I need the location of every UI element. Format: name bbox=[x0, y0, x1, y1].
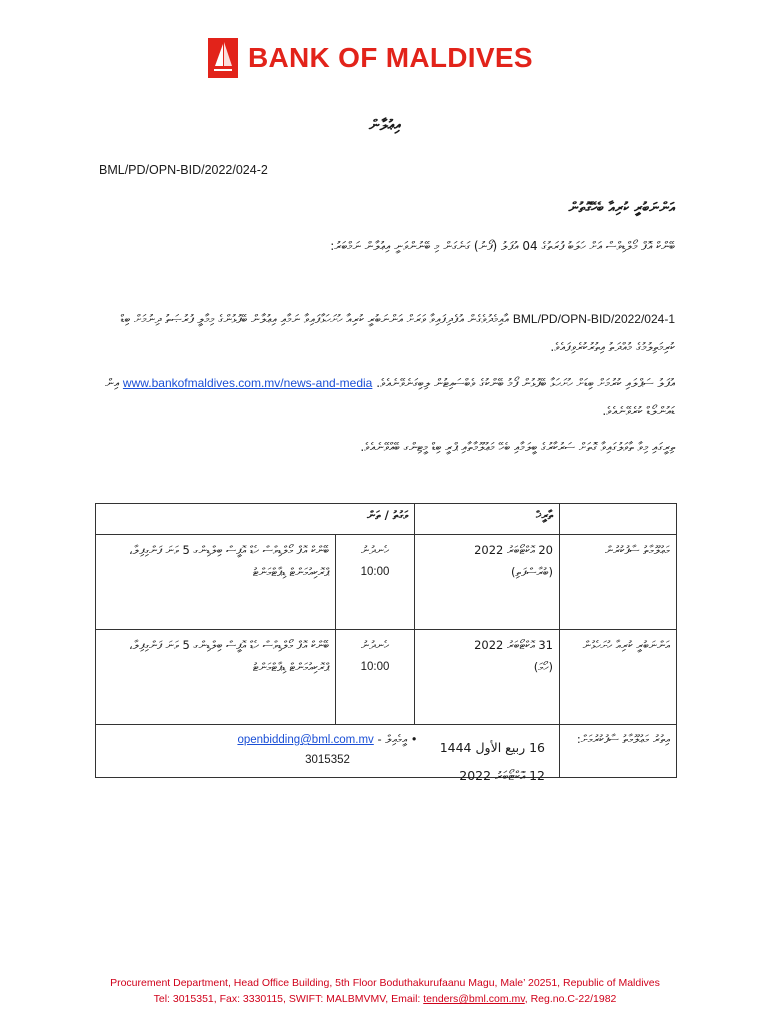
table-row bbox=[96, 535, 677, 630]
contact-row bbox=[96, 725, 677, 778]
time-value: 10:00 bbox=[360, 566, 390, 578]
row-place: ބޭންކް އޮފް މޯލްޑިވްސް ހެޑް އޮފީސް ބިލްޑިންގ 5 ވަނަ ފަންގިފިލާ، ޕްރޮކިއުމަންޓް ޑިޕާޓްމަންޓު bbox=[96, 630, 336, 725]
reference-number: BML/PD/OPN-BID/2022/024-2 bbox=[99, 163, 268, 177]
table-header: ވަގުތު / ތަން bbox=[96, 504, 415, 535]
paragraph-2-text: އާއިމެދުވެގެން އުފެދިފައިވާ ވަރަށް އަންނަބުރީ ކުރިއާ ހުށަހަޅާފައިވާ ނަމާއި އިޢުލާން ބޭފުޅުންގެ މިމާލީ ފުރުޞަތު ދިނުމަށް ބިޑް ކުރިމަތިލުމުގެ މުއްދަތު އިތުރުކުރެވިފައެވެ. bbox=[120, 312, 675, 354]
hijri-date: 16 ربيع الأول 1444 bbox=[439, 740, 545, 755]
footer-address: Procurement Department, Head Office Building, 5th Floor Boduthakurufaanu Magu, Male’ 20251, Republic of Maldives bbox=[110, 977, 660, 989]
row-label: މަޢުލޫމާތު ސާފުކުރުން bbox=[560, 535, 677, 630]
row-time bbox=[336, 535, 415, 630]
table-header-row bbox=[96, 504, 677, 535]
time-label: ހެނދުނު bbox=[360, 638, 390, 652]
date-day: (ބުރާސްފަތި) bbox=[511, 565, 553, 579]
subject-heading: އަންނަބުރީ ކުރިއާ ބެހޭގޮތުން bbox=[568, 200, 675, 216]
footer-reg: , Reg.no.C-22/1982 bbox=[524, 993, 617, 1005]
row-time bbox=[336, 630, 415, 725]
schedule-table bbox=[95, 503, 677, 778]
contact-email-link[interactable]: openbidding@bml.com.mv bbox=[237, 734, 374, 746]
paragraph-2 bbox=[95, 305, 675, 361]
tenders-email-link[interactable]: tenders@bml.com.mv bbox=[423, 993, 525, 1005]
paragraph-3 bbox=[95, 369, 675, 425]
row-place: ބޭންކް އޮފް މޯލްޑިވްސް ހެޑް އޮފީސް ބިލްޑިންގ 5 ވަނަ ފަންގިފިލާ، ޕްރޮކިއުމަންޓް ޑިޕާޓްމަންޓު bbox=[96, 535, 336, 630]
email-prefix: • އީމެއިލް - bbox=[377, 732, 418, 746]
row-date bbox=[415, 630, 560, 725]
announcement-title: އިޢުލާން bbox=[368, 116, 402, 134]
date-day: (ހޯމަ) bbox=[533, 660, 553, 674]
gregorian-date: 12 އޮކްޓޯބަރު 2022 bbox=[459, 768, 545, 783]
footer-contact bbox=[0, 993, 770, 1005]
table-row bbox=[96, 630, 677, 725]
paragraph-1: ބޭންކް އޮފް މޯލްޑިވްސް އަށް ހަލަބު ފުރަތުގެ 04 އުފަލު (ފޯނު) ގަނެގަން މި ބޭނުންވަނީ އިޢުލާން ނަމްބަރު: bbox=[330, 239, 675, 253]
footer-contact-text: Tel: 3015351, Fax: 3330115, SWIFT: MALBMVMV, Email: bbox=[153, 993, 424, 1005]
previous-reference: BML/PD/OPN-BID/2022/024-1 bbox=[512, 312, 675, 326]
table-header: ތާރީޚް bbox=[415, 504, 560, 535]
sail-logo-icon bbox=[208, 38, 238, 78]
news-media-link[interactable]: www.bankofmaldives.com.mv/news-and-media bbox=[122, 376, 373, 390]
row-date bbox=[415, 535, 560, 630]
bank-name: BANK OF MALDIVES bbox=[248, 42, 533, 73]
table-header bbox=[560, 504, 677, 535]
contact-phone: 3015352 bbox=[305, 754, 350, 766]
paragraph-3-text: އުފަލު ސަޕްލައި ކުރުމަށް ބިޑަށް ހުށަހަޅާ ބޭފުޅުން ފޯމު ބޭންކުގެ ވެބްސައިޓުން ލިބިގަނެވޭނެއެވެ. bbox=[376, 376, 675, 390]
paragraph-3-tail: އިން ޑައުންލޯޑް ކުރެވޭނެއެވެ. bbox=[105, 376, 675, 418]
paragraph-4: ތިރީގައި މިވާ ތާވަލުގައިވާ ގޮތަށް ސަރުކާރުގެ ބީލަމާއި ބެހޭ މަޢުލޫމާތާއި ޕްރީ ބިޑް މީޓިންގ ބޭއްވޭނެއެވެ. bbox=[360, 440, 675, 454]
date-value: 20 އޮކްޓޯބަރު 2022 bbox=[474, 543, 553, 557]
row-label: އަންނަބުރީ ކުރިއާ ހުށަހެޅުން bbox=[560, 630, 677, 725]
date-value: 31 އޮކްޓޯބަރު 2022 bbox=[474, 638, 553, 652]
time-value: 10:00 bbox=[360, 661, 390, 673]
contact-label: އިތުރު މަޢުލޫމާތު ސާފުކުރުމަށް: bbox=[560, 725, 677, 778]
time-label: ހެނދުނު bbox=[360, 543, 390, 557]
bank-logo bbox=[208, 38, 533, 78]
